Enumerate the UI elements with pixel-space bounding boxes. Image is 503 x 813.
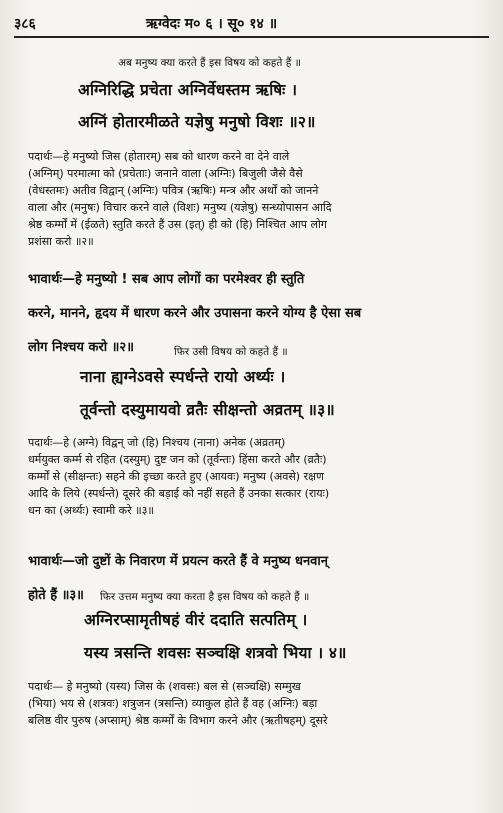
padartha-paragraph — [28, 148, 484, 250]
text-line: श्रेष्ठ कर्म्मों में (ईळते) स्तुति करते हैं उस (इत्) ही को (हि) निश्चित आप लोग — [28, 218, 328, 231]
text-line: पदार्थः—हे मनुष्यो जिस (होतारम्) सब को धारण करने वा देने वाले — [28, 150, 290, 163]
text-line: होते हैं ॥३॥ — [28, 588, 84, 603]
text-line: बलिष्ठ वीर पुरुष (अप्साम्) श्रेष्ठ कर्म्मों के विभाग करने और (ऋतीषहम्) दूसरे — [28, 714, 328, 727]
page-number: ३८६ — [14, 16, 36, 32]
text-line: (वेधस्तमः) अतीव विद्वान् (अग्निः) पवित्र (ऋषिः) मन्त्र और अर्थों को जानने — [28, 184, 319, 197]
mantra-line: यस्य त्रसन्ति शवसः सञ्चक्षि शत्रवो भिया । ४॥ — [84, 644, 347, 662]
mantra-line: नाना ह्यग्नेऽवसे स्पर्धन्ते रायो अर्थ्यः । — [80, 368, 286, 386]
bhavartha-paragraph — [28, 538, 488, 619]
text-line: धर्मयुक्त कर्म्म से रहित (दस्युम्) दुष्ट जन को (तूर्वन्तः) हिंसा करते और (व्रतैः) — [28, 453, 327, 466]
padartha-paragraph — [28, 678, 484, 729]
mantra-line: अग्निरिद्धि प्रचेता अग्निर्वेधस्तम ऋषिः । — [78, 81, 298, 99]
text-line: (भिया) भय से (शत्रवः) शत्रुजन (त्रसन्ति) व्याकुल होते हैं वह (अग्निः) बड़ा — [28, 697, 318, 710]
text-line: आदि के लिये (स्पर्धन्ते) दूसरे की बड़ाई को नहीं सहते हैं उनका सत्कार (रायः) — [28, 487, 330, 500]
mantra-line: तूर्वन्तो दस्युमायवो व्रतैः सीक्षन्तो अव्रतम् ॥३॥ — [80, 401, 335, 419]
text-line: भावार्थः—जो दुष्टों के निवारण में प्रयत्न करते हैं वे मनुष्य धनवान् — [28, 554, 328, 569]
text-line: पदार्थः— हे मनुष्यो (यस्य) जिस के (शवसः) बल से (सञ्चक्षि) सम्मुख — [28, 680, 301, 693]
intro-text: फिर उत्तम मनुष्य क्या करता है इस विषय को कहते हैं ॥ — [100, 591, 310, 603]
text-line: वाला और (मनुषः) विचार करने वाले (विशः) मनुष्य (यज्ञेषु) सन्ध्योपासन आदि — [28, 201, 332, 214]
intro-text: फिर उसी विषय को कहते हैं ॥ — [174, 346, 288, 358]
page-header — [14, 10, 489, 34]
running-title: ऋग्वेदः म० ६ । सू० १४ ॥ — [146, 16, 278, 32]
text-line: धन का (अर्थ्यः) स्वामी करे ॥३॥ — [28, 504, 155, 517]
mantra-line: अग्निं होतारमीळते यज्ञेषु मनुषो विशः ॥२॥ — [78, 113, 316, 131]
text-line: लोग निश्चय करो ॥२॥ — [28, 340, 134, 355]
mantra-line: अग्निरप्सामृतीषहं वीरं ददाति सत्पतिम् । — [84, 611, 308, 629]
text-line: करने, मानने, हृदय में धारण करने और उपासना करने योग्य है ऐसा सब — [28, 306, 362, 321]
text-line: पदार्थः—हे (अग्ने) विद्वन् जो (हि) निश्चय (नाना) अनेक (अव्रतम्) — [28, 436, 286, 449]
text-line: कर्म्मों से (सीक्षन्तः) सहने की इच्छा करते हुए (आयवः) मनुष्य (अवसे) रक्षण — [28, 470, 324, 483]
padartha-paragraph — [28, 434, 484, 519]
header-rule — [14, 36, 489, 38]
text-line: प्रशंसा करो ॥२॥ — [28, 235, 94, 248]
text-line: भावार्थः—हे मनुष्यो ! सब आप लोगों का परमेश्वर ही स्तुति — [28, 272, 305, 287]
intro-text: अब मनुष्य क्या करते हैं इस विषय को कहते हैं ॥ — [118, 57, 301, 69]
text-line: (अग्निम्) परमात्मा को (प्रचेताः) जनाने वाला (अग्निः) बिजुली जैसे वैसे — [28, 167, 303, 180]
